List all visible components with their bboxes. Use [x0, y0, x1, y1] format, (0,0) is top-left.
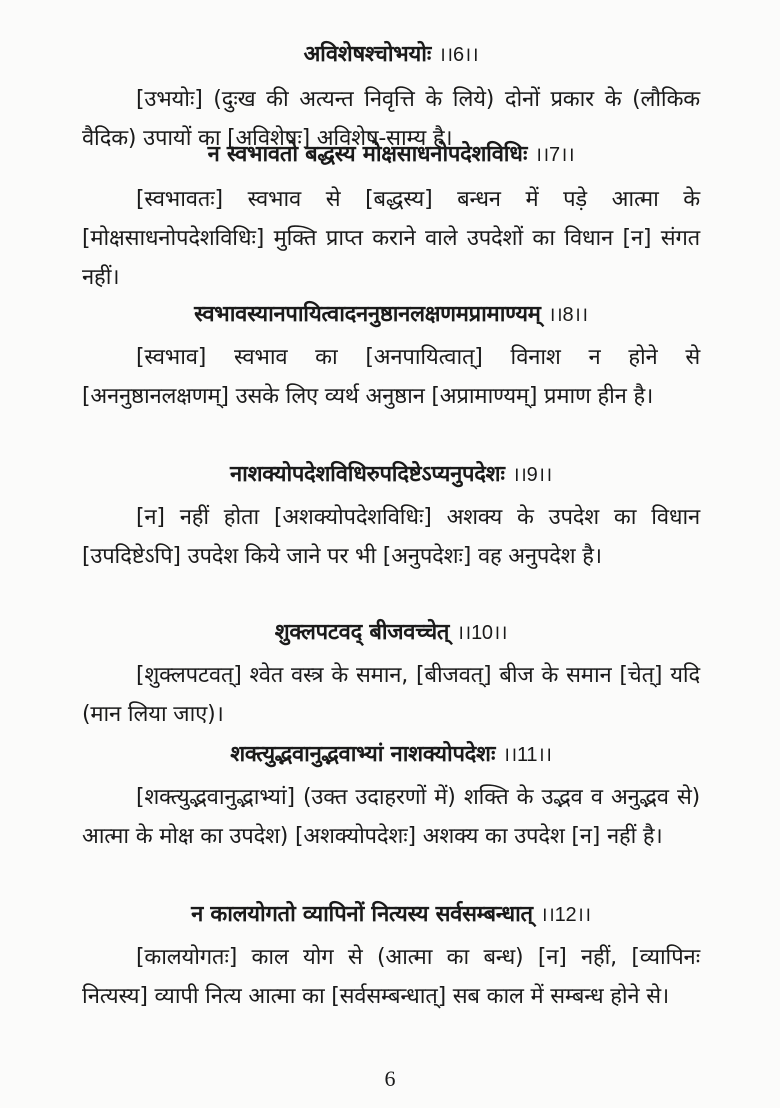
sutra-section-8	[82, 300, 700, 416]
sutra-number: ।।9।।	[512, 464, 553, 486]
sutra-number: ।।11।।	[502, 744, 552, 766]
sutra-explanation: [उभयोः] (दुःख की अत्यन्त निवृत्ति के लिये) दोनों प्रकार के (लौकिक वैदिक) उपायों का [अविशेषः] अविशेष-साम्य है।	[82, 87, 700, 151]
sutra-number: ।।6।।	[438, 44, 479, 66]
sutra-number: ।।12।।	[540, 904, 591, 926]
sutra-section-10	[82, 618, 700, 734]
sutra-heading	[82, 40, 700, 70]
sutra-section-7	[82, 140, 700, 297]
sutra-number: ।।10।।	[456, 622, 508, 644]
sutra-text: नाशक्योपदेशविधिरुपदिष्टेऽप्यनुपदेशः	[229, 462, 505, 487]
sutra-explanation: [शक्त्युद्भवानुद्भाभ्यां] (उक्त उदाहरणों में) शक्ति के उद्भव व अनुद्भव से) आत्मा के मोक्ष का उपदेश) [अशक्योपदेशः] अशक्य का उपदेश [न] नहीं है।	[82, 785, 700, 849]
sutra-text: शुक्लपटवद् बीजवच्चेत्	[274, 620, 450, 645]
sutra-explanation: [शुक्लपटवत्] श्वेत वस्त्र के समान, [बीजवत्] बीज के समान [चेत्] यदि (मान लिया जाए)।	[82, 663, 700, 727]
sutra-section-11	[82, 740, 700, 856]
sutra-heading	[82, 460, 700, 490]
sutra-heading	[82, 740, 700, 770]
sutra-section-12	[82, 900, 700, 1016]
sutra-explanation: [कालयोगतः] काल योग से (आत्मा का बन्ध) [न] नहीं, [व्यापिनः नित्यस्य] व्यापी नित्य आत्मा का [सर्वसम्बन्धात्] सब काल में सम्बन्ध होने से।	[82, 945, 700, 1009]
sutra-heading	[82, 618, 700, 648]
sutra-number: ।।8।।	[547, 304, 588, 326]
sutra-explanation: [स्वभाव] स्वभाव का [अनपायित्वात्] विनाश न होने से [अननुष्ठानलक्षणम्] उसके लिए व्यर्थ अनुष्ठान [अप्रामाण्यम्] प्रमाण हीन है।	[82, 345, 700, 409]
sutra-text: न स्वभावतो बद्धस्य मोक्षसाधनोपदेशविधिः	[207, 142, 528, 167]
sutra-number: ।।7।।	[534, 144, 575, 166]
sutra-text: स्वभावस्यानपायित्वादननुष्ठानलक्षणमप्रामाण्यम्	[194, 302, 541, 327]
sutra-explanation: [न] नहीं होता [अशक्योपदेशविधिः] अशक्य के उपदेश का विधान [उपदिष्टेऽपि] उपदेश किये जाने पर भी [अनुपदेशः] वह अनुपदेश है।	[82, 505, 700, 569]
page-number: 6	[384, 1066, 396, 1091]
sutra-text: अविशेषश्चोभयोः	[303, 42, 432, 67]
sutra-text: न कालयोगतो व्यापिनों नित्यस्य सर्वसम्बन्धात्	[191, 902, 533, 927]
sutra-heading	[82, 140, 700, 170]
sutra-section-9	[82, 460, 700, 576]
sutra-heading	[82, 300, 700, 330]
sutra-explanation: [स्वभावतः] स्वभाव से [बद्धस्य] बन्धन में पड़े आत्मा के [मोक्षसाधनोपदेशविधिः] मुक्ति प्राप्त कराने वाले उपदेशों का विधान [न] संगत नहीं।	[82, 187, 700, 290]
sutra-heading	[82, 900, 700, 930]
sutra-text: शक्त्युद्भवानुद्भवाभ्यां नाशक्योपदेशः	[230, 742, 496, 767]
